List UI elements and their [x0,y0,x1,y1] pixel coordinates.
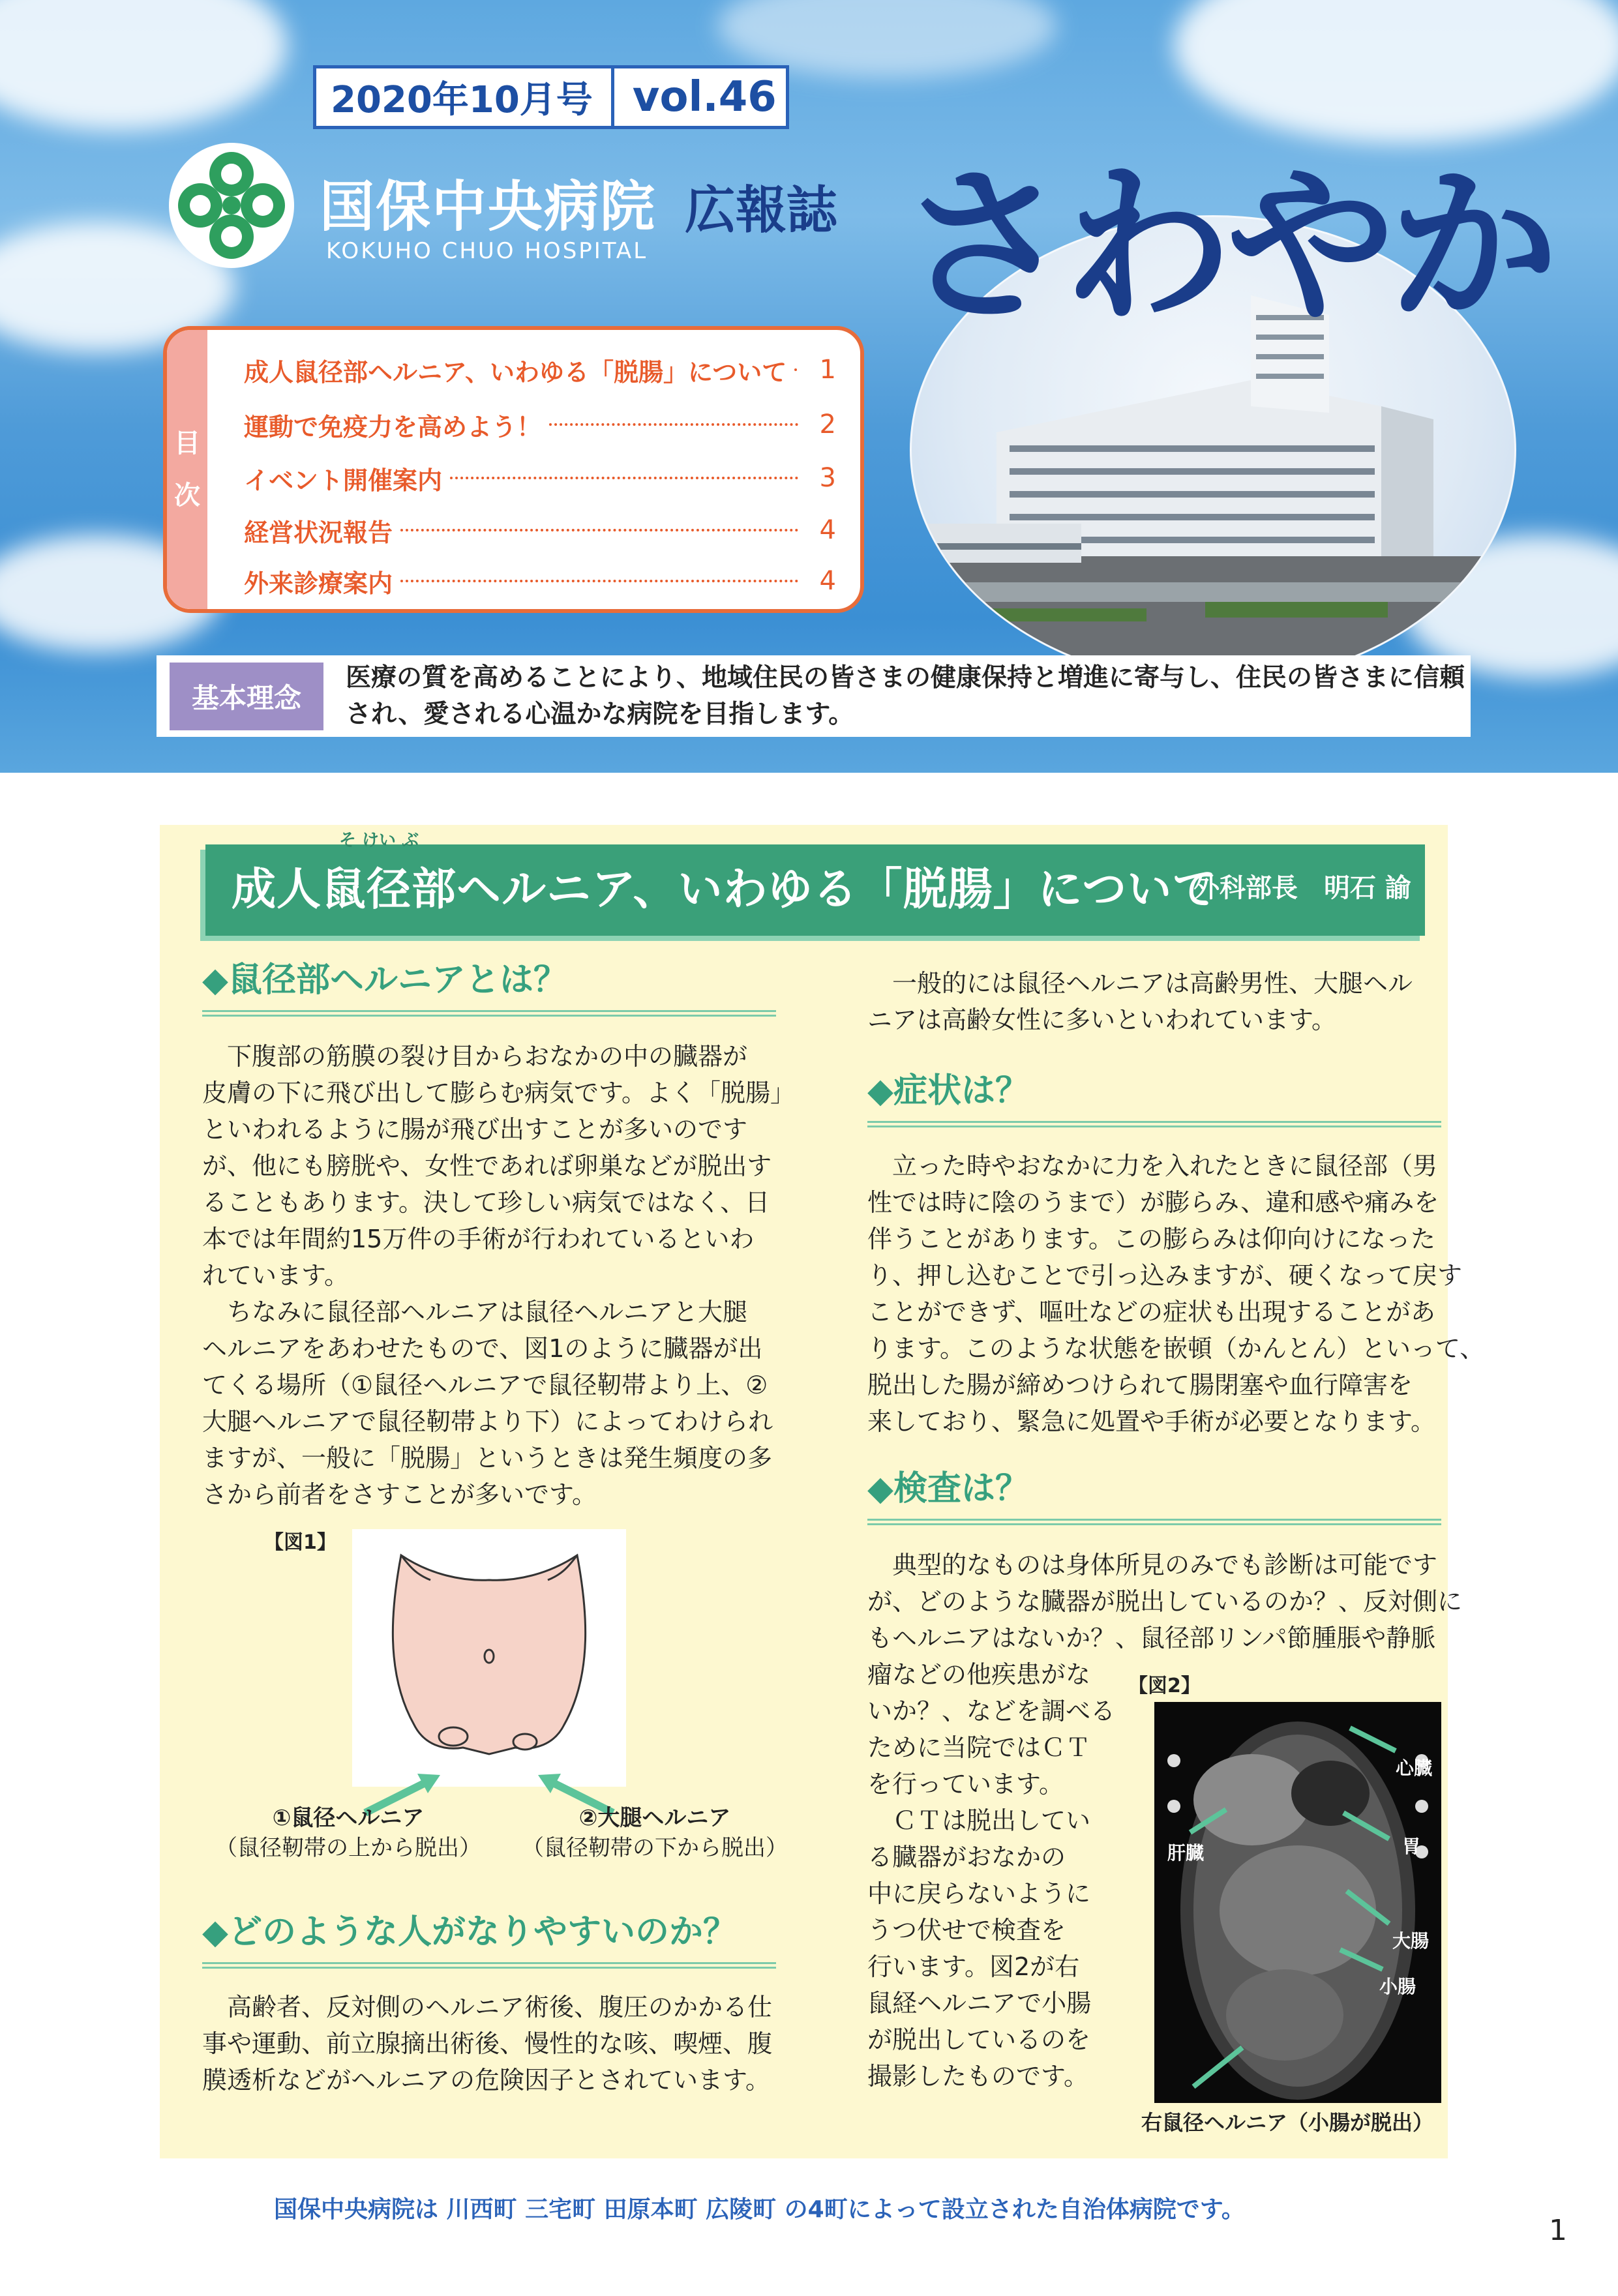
text-line: 行います。図2が右 [867,1952,1080,1981]
figure-label: 【図1】 [264,1531,337,1554]
issue-box [313,65,789,129]
text-line: 中に戻らないように [867,1879,1091,1908]
toc-item-page: 4 [819,515,836,545]
toc-leader [400,529,798,531]
section-body-narrow [867,1656,1115,2095]
section-heading: ◆検査は？ [867,1461,1441,1525]
toc-leader [794,368,798,371]
figure-2-caption: 右鼠径ヘルニア（小腸が脱出） [1141,2110,1434,2135]
caption-line: ②大腿ヘルニア [578,1805,731,1831]
figure-1-abdomen-illustration [352,1529,626,1787]
text-line: が脱出しているのを [867,2025,1091,2054]
header-banner [0,0,1618,773]
toc-item-page: 1 [819,355,836,385]
text-line: うつ伏せで検査を [867,1916,1066,1945]
philosophy-line: 医療の質を高めることにより、地域住民の皆さまの健康保持と増進に寄与し、住民の皆さまに信頼 [346,663,1465,693]
caption-line: （鼠径靭帯の上から脱出） [215,1835,481,1861]
issue-vol: vol.46 [632,73,777,121]
ct-label-colon: 大腸 [1392,1930,1430,1952]
section-heading: ◆症状は？ [867,1063,1441,1127]
section-body [867,965,1413,1038]
footer-text: 国保中央病院は 川西町 三宅町 田原本町 広陵町 の4町によって設立された自治体病院です。 [274,2196,1245,2223]
text-line: 典型的なものは身体所見のみでも診断は可能です [867,1551,1438,1579]
section-heading: ◆どのような人がなりやすいのか？ [202,1904,776,1969]
text-line: り、押し込むことで引っ込みますが、硬くなって戻す [867,1261,1463,1290]
section-body [202,1038,795,1513]
text-line: 撮影したものです。 [867,2062,1088,2091]
article-title: 成人鼠径部ヘルニア、いわゆる「脱腸」について [232,864,1218,916]
text-line: いか？、などを調べる [867,1697,1116,1725]
text-line: 事や運動、前立腺摘出術後、慢性的な咳、喫煙、腹 [202,2029,773,2058]
text-line: れています。 [202,1261,349,1290]
text-line: てくる場所（①鼠径ヘルニアで鼠径靭帯より上、② [202,1371,768,1399]
toc-leader [549,423,798,426]
text-line: 脱出した腸が締めつけられて腸閉塞や血行障害を [867,1371,1413,1399]
text-line: ちなみに鼠径部ヘルニアは鼠径ヘルニアと大腿 [202,1298,748,1326]
toc-side-char: 次 [174,481,200,511]
title-ruby: そ けい ぶ [339,831,419,850]
ct-label-stomach: 胃 [1402,1836,1421,1857]
text-line: 大腿ヘルニアで鼠径靭帯より下）によってわけられ [202,1407,773,1436]
toc-side-char: 目 [174,428,200,458]
article-author: 外科部長 明石 諭 [1193,873,1411,903]
toc-item[interactable] [244,402,836,447]
text-line: 立った時やおなかに力を入れたときに鼠径部（男 [867,1152,1438,1180]
philosophy-text [323,660,1465,733]
magazine-title: さわやか [900,147,1552,346]
text-line: 高齢者、反対側のヘルニア術後、腹圧のかかる仕 [202,1993,773,2021]
ct-label-small-intestine: 小腸 [1379,1976,1416,1997]
text-line: もヘルニアはないか？、鼠径部リンパ節腫脹や静脈 [867,1624,1436,1652]
text-line: る臓器がおなかの [867,1843,1066,1871]
text-line: 鼠経ヘルニアで小腸 [867,1989,1092,2018]
text-line: ることもあります。決して珍しい病気ではなく、日 [202,1188,770,1217]
toc-item-page: 3 [819,463,836,493]
text-line: ために当院ではＣＴ [867,1733,1091,1762]
hospital-name-en: KOKUHO CHUO HOSPITAL [326,238,648,264]
text-line: といわれるように腸が飛び出すことが多いのです [202,1115,748,1144]
toc-leader [400,580,798,582]
koho-label: 広報誌 [685,181,838,240]
toc-item[interactable] [244,507,836,553]
toc-item-label: 経営状況報告 [244,518,393,547]
text-line: が、他にも膀胱や、女性であれば卵巣などが脱出す [202,1152,772,1180]
toc-leader [450,477,798,479]
toc-item-label: 運動で免疫力を高めよう！ [244,412,542,441]
text-line: さから前者をさすことが多いです。 [202,1480,597,1509]
figure-1-caption-left [215,1803,481,1863]
text-line: 皮膚の下に飛び出して膨らむ病気です。よく「脱腸」 [202,1079,795,1107]
text-line: 性では時に陰のうまで）が膨らみ、違和感や痛みを [867,1188,1439,1217]
text-line: を行っています。 [867,1770,1064,1798]
hospital-name: 国保中央病院 [320,175,657,239]
toc-item-label: 成人鼠径部ヘルニア、いわゆる「脱腸」について [244,357,787,387]
toc-item-page: 2 [819,410,836,440]
basic-philosophy [157,655,1471,737]
issue-date: 2020年10月号 [316,68,614,126]
text-line: ヘルニアをあわせたもので、図1のように臓器が出 [202,1334,763,1363]
text-line: が、どのような臓器が脱出しているのか？、反対側に [867,1587,1463,1616]
toc-item-page: 4 [819,566,836,596]
cloud [0,0,287,130]
table-of-contents [163,326,864,613]
figure-label: 【図2】 [1128,1675,1201,1697]
text-line: 来しており、緊急に処置や手術が必要となります。 [867,1407,1435,1436]
hospital-logo-icon [166,140,297,271]
text-line: 下腹部の筋膜の裂け目からおなかの中の臓器が [202,1042,748,1071]
toc-item[interactable] [244,347,836,393]
caption-line: ①鼠径ヘルニア [272,1805,425,1831]
section-body [867,1148,1484,1440]
text-line: 瘤などの他疾患がな [867,1660,1091,1689]
caption-line: （鼠径靭帯の下から脱出） [522,1835,788,1861]
toc-item-label: 外来診療案内 [244,569,393,598]
figure-1-caption-right [522,1803,788,1863]
toc-item-label: イベント開催案内 [244,466,443,495]
figure-2-ct-scan [1154,1702,1441,2103]
philosophy-line: され、愛される心温かな病院を目指します。 [346,699,854,729]
text-line: 膜透析などがヘルニアの危険因子とされています。 [202,2066,770,2095]
philosophy-label: 基本理念 [170,663,323,730]
text-line: 一般的には鼠径ヘルニアは高齢男性、大腿ヘル [867,969,1413,998]
section-heading: ◆鼠径部ヘルニアとは？ [202,952,776,1017]
toc-side-label [167,330,207,609]
text-line: ますが、一般に「脱腸」というときは発生頻度の多 [202,1444,773,1472]
toc-item[interactable] [244,558,836,604]
section-body [867,1547,1462,1656]
ct-label-liver: 肝臓 [1167,1842,1205,1864]
ct-label-heart: 心臓 [1396,1757,1433,1779]
text-line: 本では年間約15万件の手術が行われているといわ [202,1225,755,1253]
text-line: ＣＴは脱出してい [867,1806,1091,1835]
text-line: ことができず、嘔吐などの症状も出現することがあ [867,1298,1435,1326]
page-number: 1 [1549,2214,1567,2247]
section-body [202,1989,772,2098]
text-line: ニアは高齢女性に多いといわれています。 [867,1006,1336,1034]
toc-item[interactable] [244,455,836,501]
text-line: 伴うことがあります。この膨らみは仰向けになった [867,1225,1435,1253]
text-line: ります。このような状態を嵌頓（かんとん）といって、 [867,1334,1485,1363]
